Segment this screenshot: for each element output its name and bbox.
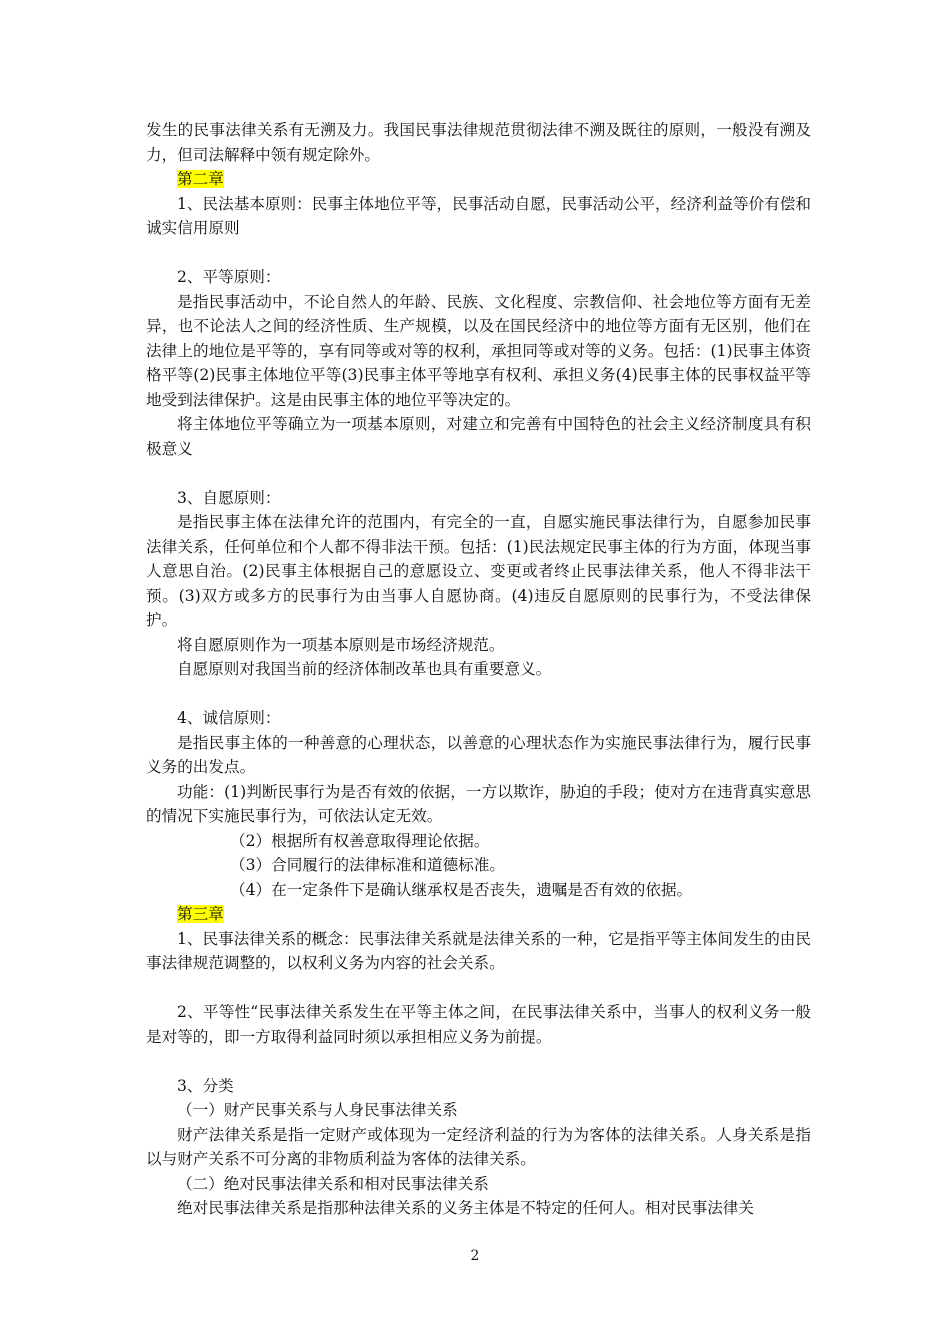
- paragraph: 2、平等性“民事法律关系发生在平等主体之间，在民事法律关系中，当事人的权利义务一般是对等的，即一方取得利益同时须以承担相应义务为前提。: [146, 1003, 811, 1046]
- blank-line: [146, 241, 811, 266]
- subsection-heading: （一）财产民事关系与人身民事法律关系: [177, 1101, 458, 1119]
- blank-line: [146, 976, 811, 1001]
- page-number: 2: [470, 1248, 480, 1264]
- subsection-heading: （二）绝对民事法律关系和相对民事法律关系: [177, 1174, 489, 1193]
- chapter-heading-3: [146, 902, 811, 927]
- section-heading: 3、分类: [177, 1076, 234, 1095]
- list-item: （3）合同履行的法律标准和道德标准。: [230, 856, 506, 874]
- paragraph: 将自愿原则作为一项基本原则是市场经济规范。: [177, 635, 505, 654]
- blank-line: [146, 1049, 811, 1074]
- paragraph: 将主体地位平等确立为一项基本原则，对建立和完善有中国特色的社会主义经济制度具有积极意义: [146, 415, 811, 458]
- paragraph: 是指民事活动中，不论自然人的年龄、民族、文化程度、宗教信仰、社会地位等方面有无差异，也不论法人之间的经济性质、生产规模，以及在国民经济中的地位等方面有无区别，他们在法律上的地位是平等的，享有同等或对等的权利，承担同等或对等的义务。包括：(1)民事主体资格平等(2)民事主体地位平等(3)民事主体平等地享有权利、承担义务(4)民事主体的民事权益平等地受到法律保护。这是由民事主体的地位平等决定的。: [146, 292, 811, 409]
- list-item: （4）在一定条件下是确认继承权是否丧失，遗嘱是否有效的依据。: [230, 880, 693, 899]
- blank-line: [146, 461, 811, 486]
- document-body: [146, 118, 811, 1221]
- paragraph: 绝对民事法律关系是指那种法律关系的义务主体是不特定的任何人。相对民事法律关: [177, 1199, 754, 1217]
- paragraph: 是指民事主体在法律允许的范围内，有完全的一直，自愿实施民事法律行为，自愿参加民事法律关系，任何单位和个人都不得非法干预。包括：(1)民法规定民事主体的行为方面，体现当事人意思自治。(2)民事主体根据自己的意愿设立、变更或者终止民事法律关系，他人不得非法干预。(3)双方或多方的民事行为由当事人自愿协商。(4)违反自愿原则的民事行为，不受法律保护。: [146, 513, 811, 629]
- chapter-heading-2: [146, 167, 811, 192]
- section-heading: 2、平等原则：: [177, 268, 281, 286]
- highlighted-heading-text: 第三章: [177, 905, 224, 923]
- blank-line: [146, 682, 811, 707]
- paragraph: 1、民事法律关系的概念：民事法律关系就是法律关系的一种，它是指平等主体间发生的由民事法律规范调整的，以权利义务为内容的社会关系。: [146, 929, 811, 972]
- paragraph: 财产法律关系是指一定财产或体现为一定经济利益的行为为客体的法律关系。人身关系是指以与财产关系不可分离的非物质利益为客体的法律关系。: [146, 1125, 811, 1168]
- section-heading: 4、诚信原则：: [177, 709, 281, 727]
- paragraph: 自愿原则对我国当前的经济体制改革也具有重要意义。: [177, 660, 552, 678]
- paragraph: 发生的民事法律关系有无溯及力。我国民事法律规范贯彻法律不溯及既往的原则，一般没有溯及力，但司法解释中领有规定除外。: [146, 121, 811, 164]
- list-item: （2）根据所有权善意取得理论依据。: [230, 831, 490, 850]
- paragraph: 1、民法基本原则：民事主体地位平等，民事活动自愿，民事活动公平，经济利益等价有偿和诚实信用原则: [146, 194, 811, 237]
- paragraph: 是指民事主体的一种善意的心理状态，以善意的心理状态作为实施民事法律行为，履行民事义务的出发点。: [146, 733, 811, 776]
- highlighted-heading-text: 第二章: [177, 170, 224, 188]
- paragraph: 功能：(1)判断民事行为是否有效的依据，一方以欺诈，胁迫的手段；使对方在违背真实意思的情况下实施民事行为，可依法认定无效。: [146, 782, 811, 825]
- section-heading: 3、自愿原则：: [177, 488, 281, 507]
